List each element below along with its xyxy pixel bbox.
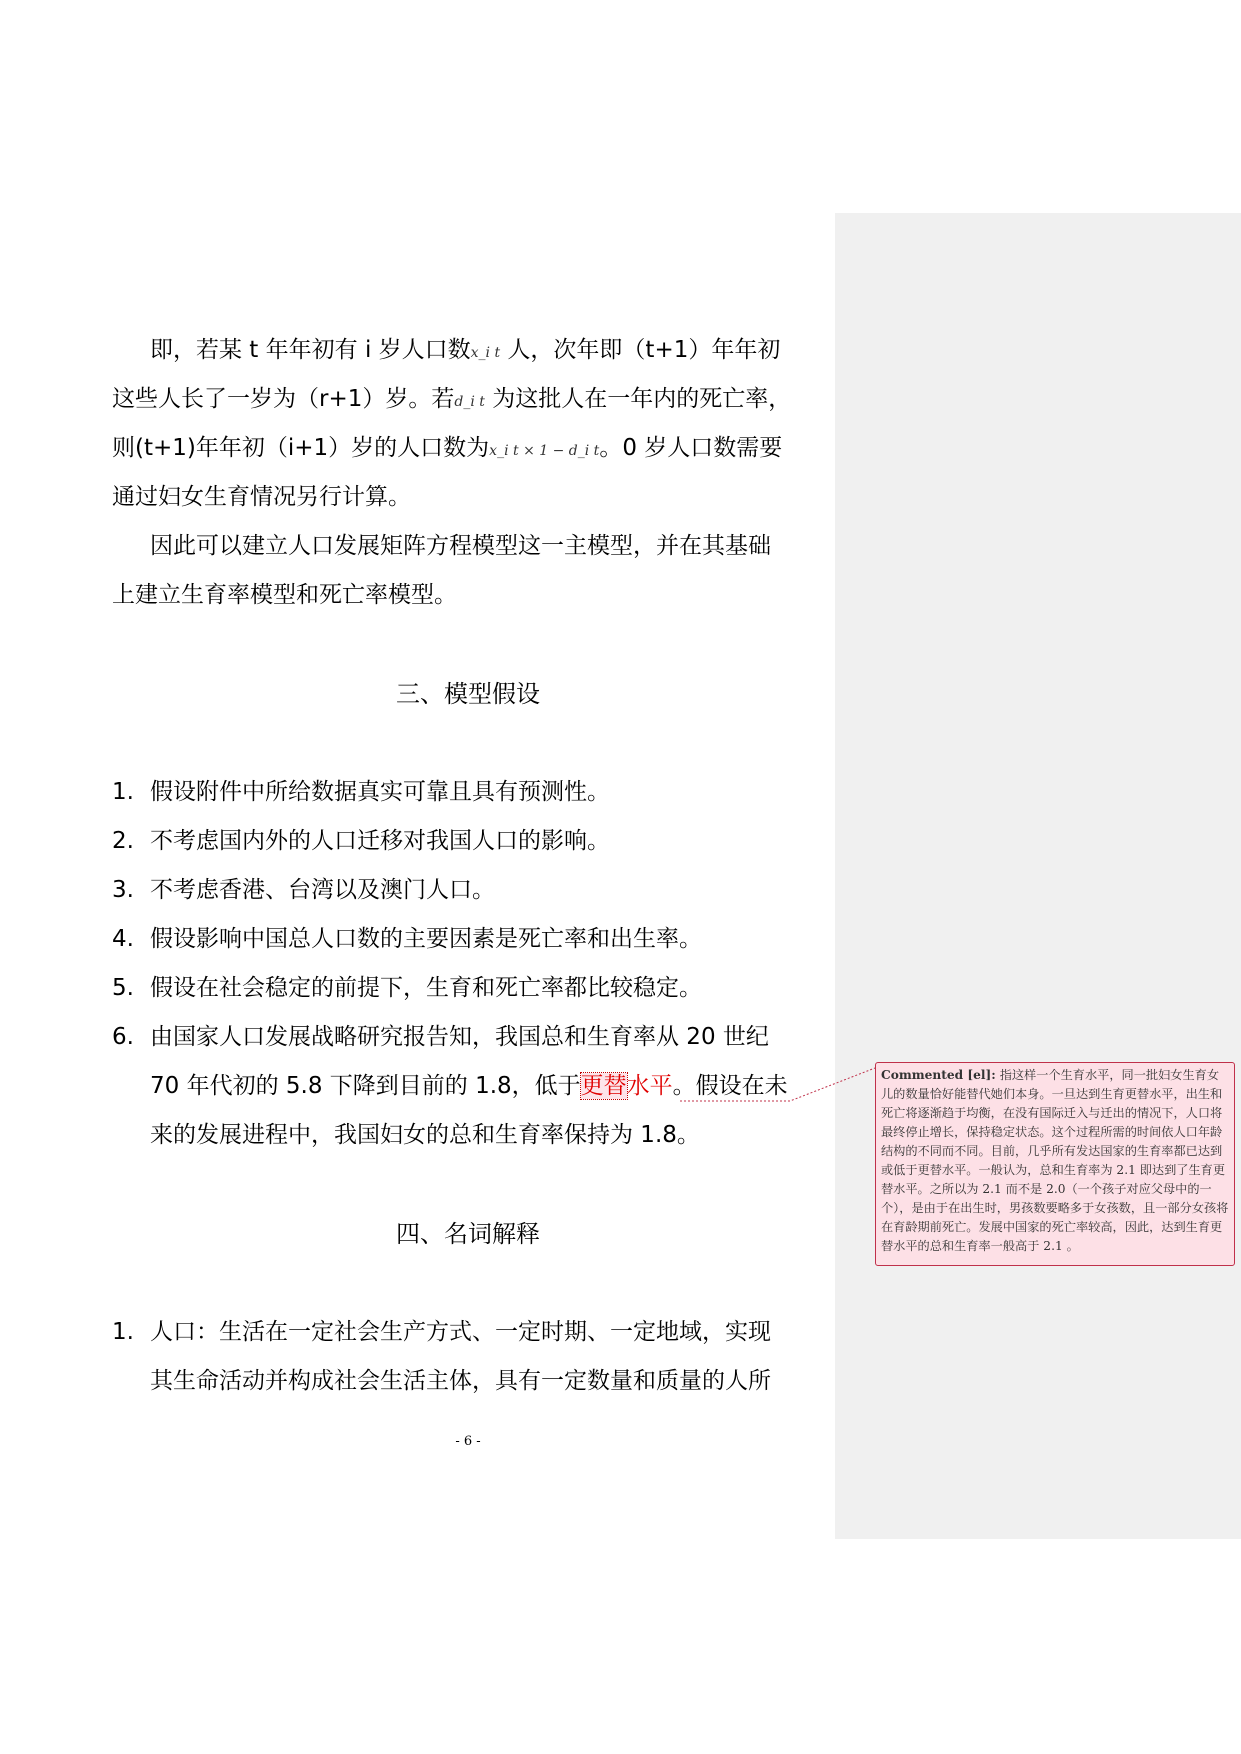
list-number: 5. [112,975,134,1001]
list-number: 3. [112,877,134,903]
list-text: 不考虑国内外的人口迁移对我国人口的影响。 [150,828,610,854]
list-text: 假设附件中所给数据真实可靠且具有预测性。 [150,779,610,805]
text-run: 则(t+1)年年初（i+1）岁的人口数为 [112,435,490,461]
list-number: 2. [112,828,134,854]
list-text: 假设在社会稳定的前提下，生育和死亡率都比较稳定。 [150,975,702,1001]
section-heading-terms: 四、名词解释 [396,1220,540,1248]
text-run: 为这批人在一年内的死亡率， [492,386,792,412]
section-heading-assumptions: 三、模型假设 [396,680,540,708]
text-run: 通过妇女生育情况另行计算。 [112,484,411,510]
text-run: 因此可以建立人口发展矩阵方程模型这一主模型，并在其基础 [150,533,771,559]
math-formula: x_i t × 1 − d_i t [489,443,600,459]
page-number: - 6 - [455,1434,481,1449]
list-text: 人口：生活在一定社会生产方式、一定时期、一定地域，实现 [150,1319,771,1345]
list-number: 1. [112,1319,134,1345]
math-di-t: d_i t [454,394,485,410]
math-xi-t: x_i t [470,345,501,361]
list-number: 1. [112,779,134,805]
list-text: 不考虑香港、台湾以及澳门人口。 [150,877,495,903]
text-run: 上建立生育率模型和死亡率模型。 [112,582,457,608]
list-text: 假设影响中国总人口数的主要因素是死亡率和出生率。 [150,926,702,952]
comment-balloon[interactable] [875,1062,1235,1266]
highlighted-text: 水平 [626,1073,673,1099]
text-run: 即，若某 t 年年初有 i 岁人口数 [150,337,471,363]
comment-label: Commented [el]: [881,1068,996,1082]
text-run: 人，次年即（t+1）年年初 [507,337,781,363]
text-run: 其生命活动并构成社会生活主体，具有一定数量和质量的人所 [150,1368,771,1394]
text-run: 70 年代初的 5.8 下降到目前的 1.8，低于 [150,1073,581,1099]
list-number: 6. [112,1024,134,1050]
comment-text: 指这样一个生育水平，同一批妇女生育女儿的数量恰好能替代她们本身。一旦达到生育更替水平，出生和死亡将逐渐趋于均衡，在没有国际迁入与迁出的情况下，人口将最终停止增长，保持稳定状态。这个过程所需的时间依人口年龄结构的不同而不同。目前，几乎所有发达国家的生育率都已达到或低于更替水平。一般认为，总和生育率为 2.1 即达到了生育更替水平。之所以为 2.1 而不是 2.0（一个孩子对应父母中的一个），是由于在出生时，男孩数要略多于女孩数，且一部分女孩将在育龄期前死亡。发展中国家的死亡率较高，因此，达到生育更替水平的总和生育率一般高于 2.1 。 [881,1068,1229,1253]
text-run: 。假设在未 [672,1073,788,1099]
text-run: 。0 岁人口数需要 [599,435,783,461]
text-run: 来的发展进程中，我国妇女的总和生育率保持为 1.8。 [150,1122,700,1148]
text-run: 这些人长了一岁为（r+1）岁。若 [112,386,455,412]
list-text: 由国家人口发展战略研究报告知，我国总和生育率从 20 世纪 [150,1024,769,1050]
commented-text[interactable]: 更替 [580,1073,627,1099]
list-number: 4. [112,926,134,952]
